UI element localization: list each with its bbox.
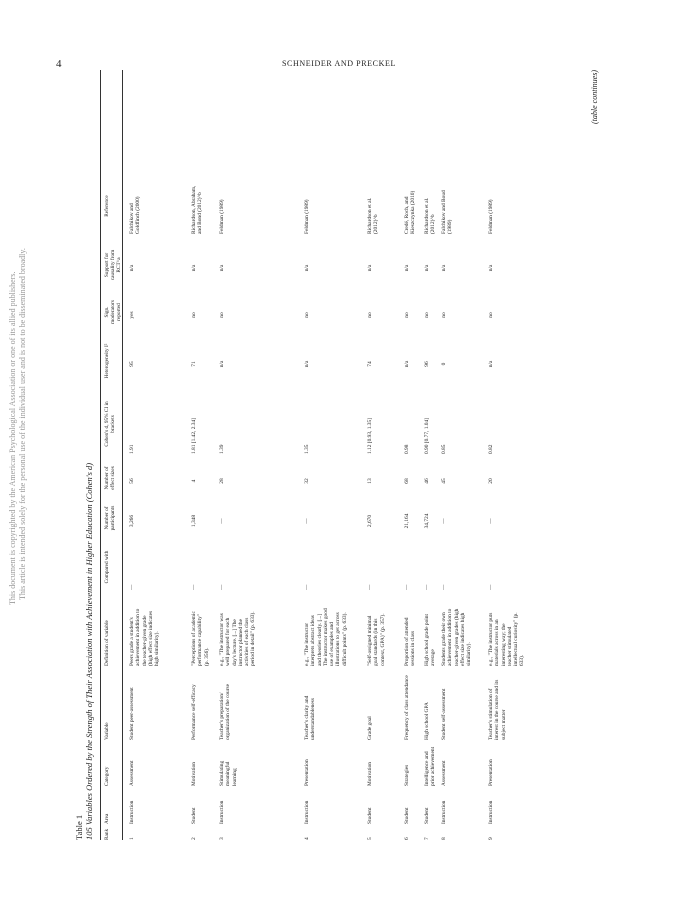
cell-variable: Teacher's preparation/ organization of the course xyxy=(219,683,232,740)
cell-moderators: no xyxy=(219,312,225,318)
cell-moderators: no xyxy=(404,312,410,318)
column-header: Sign. moderators reported xyxy=(104,300,123,324)
cell-participants: — xyxy=(219,518,225,524)
column-header: Support for causality from RCT^a xyxy=(104,249,123,281)
cell-area: Student xyxy=(424,807,430,824)
cell-reference: Falchikov and Boud (1989) xyxy=(441,190,454,234)
page-number: 4 xyxy=(56,58,62,70)
cell-compared-with: — xyxy=(304,584,310,590)
column-header: Number of participants xyxy=(104,505,117,531)
cell-effect-sizes: 32 xyxy=(304,478,310,484)
cell-effect-sizes: 28 xyxy=(219,478,225,484)
cell-variable: Teacher's clarity and understandableness xyxy=(304,695,317,740)
cell-moderators: no xyxy=(488,312,494,318)
cell-rank: 9 xyxy=(488,837,494,840)
cell-compared-with: — xyxy=(441,584,447,590)
cell-variable: Frequency of class attendance xyxy=(404,675,410,740)
cell-rct-support: n/a xyxy=(488,264,494,272)
watermark-line-2: This article is intended solely for the personal use of the individual user and is not to be disseminated broadly. xyxy=(18,248,27,600)
cell-rank: 2 xyxy=(191,837,197,840)
cell-heterogeneity: n/a xyxy=(304,360,310,368)
cell-reference: Feldman (1989) xyxy=(304,199,310,234)
cell-definition: Peers grade a student's achievement in addition to the teacher-given grade (high effect size indicates high similarity). xyxy=(129,608,161,666)
cell-participants: 3,266 xyxy=(129,514,135,528)
cell-variable: Performance self-efficacy xyxy=(191,684,197,740)
cell-rct-support: n/a xyxy=(191,264,197,272)
cell-participants: 34,724 xyxy=(424,513,430,529)
cell-cohens-d: 0.98 xyxy=(404,444,410,454)
cell-definition: e.g., "The instructor puts materials across in an interesting way; the teacher stimulated intellectual curiosity" (p. 633). xyxy=(488,612,526,666)
cell-rct-support: n/a xyxy=(304,264,310,272)
cell-rct-support: n/a xyxy=(219,264,225,272)
cell-participants: 1,348 xyxy=(191,514,197,528)
cell-variable: Student peer-assessment xyxy=(129,687,135,740)
watermark-line-1: This document is copyrighted by the American Psychological Association or one of its allied publishers. xyxy=(8,271,17,605)
cell-area: Instruction xyxy=(129,800,135,824)
cell-definition: e.g., "The instructor interprets abstract ideas and theories clearly. [...] The instructor makes good use of examples and illustrations to get across difficult points" (p. 633). xyxy=(304,608,348,666)
cell-area: Instruction xyxy=(304,800,310,824)
cell-reference: Feldman (1989) xyxy=(219,199,225,234)
cell-rank: 1 xyxy=(129,837,135,840)
cell-category: Presentation xyxy=(304,759,310,786)
column-header: Definition of variable xyxy=(104,620,110,666)
cell-cohens-d: 1.39 xyxy=(219,444,225,454)
cell-reference: Credé, Roch, and Kieszczynka (2010) xyxy=(404,190,417,234)
column-header: Rank xyxy=(104,828,110,840)
table-caption: 105 Variables Ordered by the Strength of Their Association with Achievement in Higher Education (Cohen's d) xyxy=(84,462,94,840)
column-header: Reference xyxy=(104,195,110,217)
cell-variable: Student self-assessment xyxy=(441,688,447,740)
cell-definition: "Perceptions of academic performance capability" (p. 356). xyxy=(191,611,210,666)
cell-participants: — xyxy=(488,518,494,524)
cell-reference: Richardson et al. (2012)^b xyxy=(424,197,437,234)
cell-definition: Students grade their own achievement in addition to teacher-given grades (high effect size indicates high similarity). xyxy=(441,608,473,666)
cell-cohens-d: 0.82 xyxy=(488,444,494,454)
cell-heterogeneity: 74 xyxy=(367,361,373,367)
cell-compared-with: — xyxy=(219,584,225,590)
cell-heterogeneity: 0 xyxy=(441,362,447,366)
cell-rank: 3 xyxy=(219,837,225,840)
cell-rct-support: n/a xyxy=(129,264,135,272)
cell-variable: High school GPA xyxy=(424,702,430,740)
cell-participants: — xyxy=(304,518,310,524)
cell-category: Strategies xyxy=(404,764,410,786)
cell-moderators: no xyxy=(304,312,310,318)
cell-effect-sizes: 4 xyxy=(191,479,197,483)
cell-compared-with: — xyxy=(129,584,135,590)
cell-compared-with: — xyxy=(424,584,430,590)
cell-area: Student xyxy=(191,807,197,824)
cell-cohens-d: 1.35 xyxy=(304,444,310,454)
cell-definition: High school grade point average xyxy=(424,614,437,666)
cell-rank: 7 xyxy=(424,837,430,840)
cell-area: Instruction xyxy=(441,800,447,824)
cell-category: Presentation xyxy=(488,759,494,786)
cell-rank: 8 xyxy=(441,837,447,840)
cell-definition: e.g., "The instructor was well prepared for each day's lecture. [...] The instructor planned the activities of each class period in detail" (p. 633). xyxy=(219,611,257,666)
cell-compared-with: — xyxy=(488,584,494,590)
column-header: Cohen's d, 95% CI in brackets xyxy=(104,401,117,447)
cell-category: Motivation xyxy=(367,762,373,786)
cell-effect-sizes: 46 xyxy=(424,478,430,484)
table-label: Table 1 xyxy=(74,814,84,840)
cell-rct-support: n/a xyxy=(424,264,430,272)
cell-rct-support: n/a xyxy=(441,264,447,272)
cell-participants: — xyxy=(441,518,447,524)
cell-reference: Richardson et al. (2012)^b xyxy=(367,197,380,234)
cell-definition: "Self-assigned minimal goal standards (in this context, GPA)" (p. 357). xyxy=(367,613,386,666)
cell-cohens-d: 0.90 [0.77, 1.04] xyxy=(424,418,430,454)
cell-category: Assessment xyxy=(441,760,447,786)
column-header: Heterogeneity I² xyxy=(104,343,110,379)
cell-effect-sizes: 13 xyxy=(367,478,373,484)
cell-heterogeneity: n/a xyxy=(404,360,410,368)
cell-area: Instruction xyxy=(488,800,494,824)
table-continues-note: (table continues) xyxy=(590,70,599,124)
cell-cohens-d: 0.85 xyxy=(441,444,447,454)
cell-rank: 5 xyxy=(367,837,373,840)
cell-compared-with: — xyxy=(191,584,197,590)
column-header: Category xyxy=(104,766,110,786)
cell-moderators: no xyxy=(424,312,430,318)
cell-variable: Teacher's stimulation of interest in the course and its subject matter xyxy=(488,679,507,740)
cell-reference: Richardson, Abraham, and Bond (2012)^b xyxy=(191,185,204,234)
cell-effect-sizes: 56 xyxy=(129,478,135,484)
cell-category: Intelligence and prior achievement xyxy=(424,746,437,786)
cell-cohens-d: 1.91 xyxy=(129,444,135,454)
cell-participants: 2,670 xyxy=(367,514,373,528)
cell-heterogeneity: n/a xyxy=(488,360,494,368)
cell-category: Assessment xyxy=(129,760,135,786)
cell-effect-sizes: 20 xyxy=(488,478,494,484)
cell-category: Motivation xyxy=(191,762,197,786)
cell-compared-with: — xyxy=(367,584,373,590)
cell-cohens-d: 1.81 [1.42, 2.34] xyxy=(191,418,197,454)
running-head: SCHNEIDER AND PRECKEL xyxy=(282,59,396,68)
cell-heterogeneity: 95 xyxy=(129,361,135,367)
cell-moderators: no xyxy=(441,312,447,318)
cell-participants: 21,164 xyxy=(404,513,410,529)
cell-moderators: yes xyxy=(129,311,135,319)
cell-reference: Feldman (1989) xyxy=(488,199,494,234)
cell-category: Stimulating meaningful learning xyxy=(219,760,238,786)
cell-area: Student xyxy=(404,807,410,824)
column-header: Number of effect sizes xyxy=(104,466,117,490)
cell-variable: Grade goal xyxy=(367,716,373,740)
cell-rank: 6 xyxy=(404,837,410,840)
cell-definition: Proportion of attended sessions in class xyxy=(404,617,417,666)
cell-moderators: no xyxy=(367,312,373,318)
cell-cohens-d: 1.12 [0.93, 1.35] xyxy=(367,418,373,454)
cell-heterogeneity: 96 xyxy=(424,361,430,367)
column-header: Area xyxy=(104,813,110,824)
cell-reference: Falchikov and Goldfinch (2000) xyxy=(129,196,142,234)
cell-rct-support: n/a xyxy=(367,264,373,272)
cell-rank: 4 xyxy=(304,837,310,840)
cell-area: Instruction xyxy=(219,800,225,824)
column-header: Variable xyxy=(104,722,110,740)
table-header-rule xyxy=(122,70,123,840)
cell-moderators: no xyxy=(191,312,197,318)
table-top-rule xyxy=(100,70,101,840)
rotated-table xyxy=(74,70,604,840)
cell-heterogeneity: n/a xyxy=(219,360,225,368)
cell-effect-sizes: 45 xyxy=(441,478,447,484)
cell-compared-with: — xyxy=(404,584,410,590)
cell-rct-support: n/a xyxy=(404,264,410,272)
column-header: Compared with xyxy=(104,550,110,584)
cell-heterogeneity: 71 xyxy=(191,361,197,367)
cell-area: Student xyxy=(367,807,373,824)
cell-effect-sizes: 68 xyxy=(404,478,410,484)
